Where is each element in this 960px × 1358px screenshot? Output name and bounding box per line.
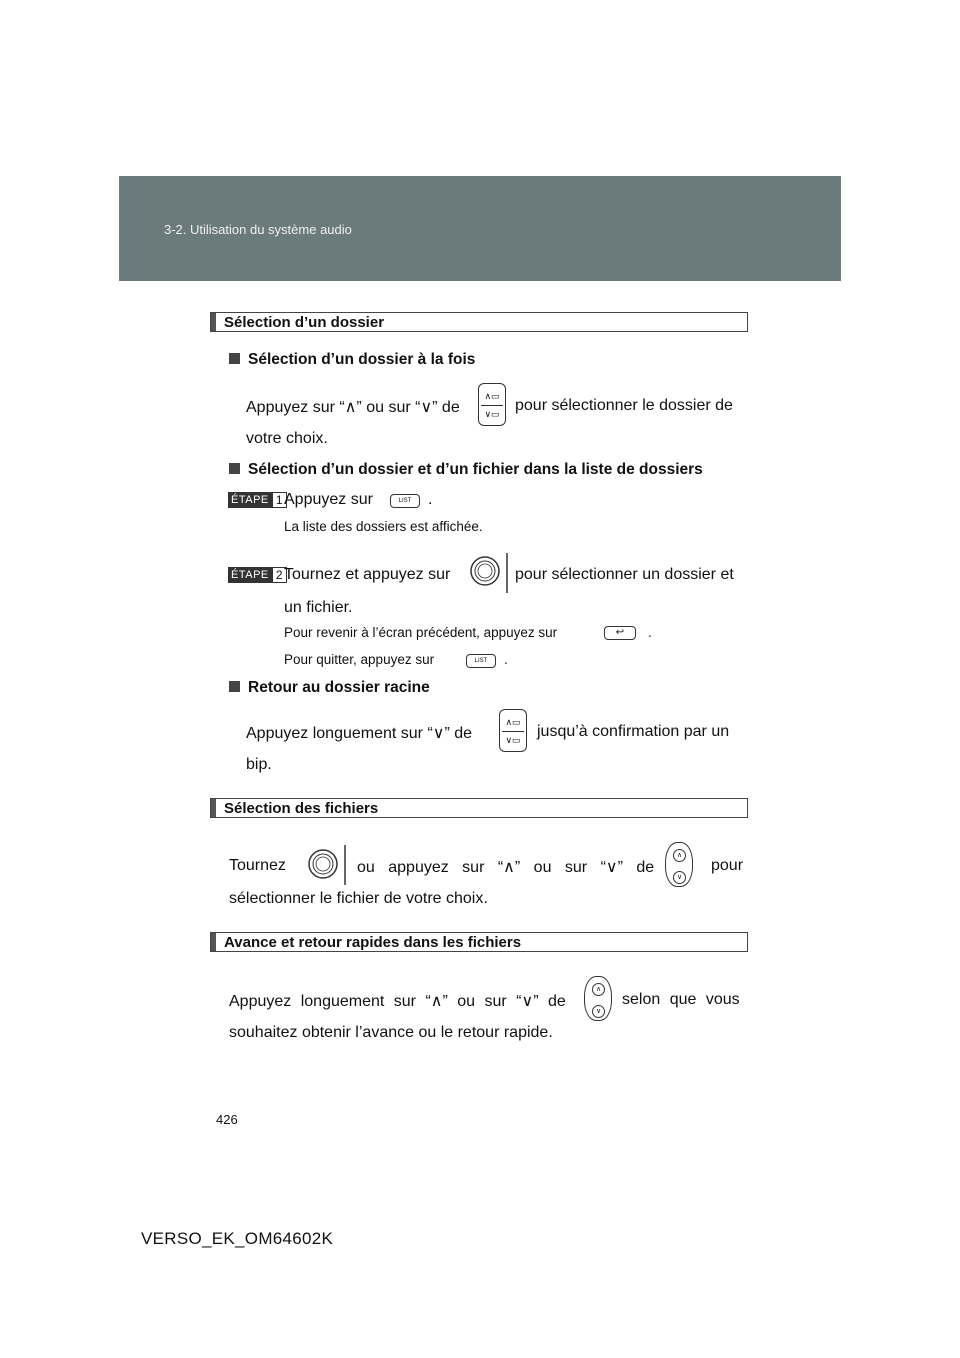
back-button-icon: ↩	[604, 626, 636, 640]
subheading: Sélection d’un dossier et d’un fichier dans la liste de dossiers	[229, 461, 703, 479]
paragraph: bip.	[246, 756, 272, 773]
paragraph: pour sélectionner le dossier de	[515, 397, 733, 414]
subheading: Retour au dossier racine	[229, 679, 430, 697]
paragraph: Appuyez longuement sur “∨” de	[246, 725, 473, 742]
seek-up-down-button-icon: ∧ ∨	[584, 976, 612, 1021]
paragraph: votre choix.	[246, 430, 328, 447]
folder-up-down-rocker-icon: ∧▭ ∨▭	[499, 709, 527, 752]
step-note: La liste des dossiers est affichée.	[284, 519, 483, 534]
step-text: .	[428, 491, 433, 508]
paragraph: selon que vous	[622, 991, 740, 1008]
paragraph: jusqu’à confirmation par un	[537, 723, 730, 740]
step-text: Tournez et appuyez sur	[284, 566, 451, 583]
subheading: Sélection d’un dossier à la fois	[229, 351, 475, 369]
paragraph: Appuyez longuement sur “∧” ou sur “∨” de	[229, 993, 566, 1010]
breadcrumb: 3-2. Utilisation du système audio	[164, 222, 352, 237]
paragraph: Tournez	[229, 857, 286, 874]
step-note: Pour quitter, appuyez sur	[284, 652, 435, 667]
section-title: Sélection d’un dossier	[224, 314, 385, 331]
paragraph: pour	[711, 857, 744, 874]
bullet-square-icon	[229, 681, 240, 692]
list-button-icon: LIST	[466, 654, 496, 668]
section-heading-fast-forward	[210, 932, 748, 952]
step-2-badge: ÉTAPE 2	[228, 567, 287, 583]
bullet-square-icon	[229, 353, 240, 364]
step-note: .	[504, 652, 508, 667]
section-heading-file-select	[210, 798, 748, 818]
step-text: un fichier.	[284, 599, 353, 616]
document-code: VERSO_EK_OM64602K	[141, 1229, 334, 1248]
section-title: Avance et retour rapides dans les fichiers	[224, 934, 522, 951]
paragraph: souhaitez obtenir l’avance ou le retour rapide.	[229, 1024, 553, 1041]
step-text: pour sélectionner un dossier et	[515, 566, 734, 583]
paragraph: sélectionner le fichier de votre choix.	[229, 890, 488, 907]
step-note: .	[648, 625, 652, 640]
bullet-square-icon	[229, 463, 240, 474]
tune-knob-icon	[467, 551, 511, 595]
seek-up-down-button-icon: ∧ ∨	[665, 842, 693, 887]
header-band	[119, 176, 841, 281]
step-text: Appuyez sur	[284, 491, 373, 508]
folder-up-down-rocker-icon: ∧▭ ∨▭	[478, 383, 506, 426]
paragraph: Appuyez sur “∧” ou sur “∨” de	[246, 399, 460, 416]
tune-knob-icon	[305, 843, 349, 887]
list-button-icon: LIST	[390, 494, 420, 508]
step-note: Pour revenir à l’écran précédent, appuyez sur	[284, 625, 558, 640]
section-heading-folder-select	[210, 312, 748, 332]
paragraph: ou appuyez sur “∧” ou sur “∨” de	[357, 859, 655, 876]
page-number: 426	[216, 1112, 238, 1127]
section-title: Sélection des fichiers	[224, 800, 379, 817]
step-1-badge: ÉTAPE 1	[228, 492, 287, 508]
